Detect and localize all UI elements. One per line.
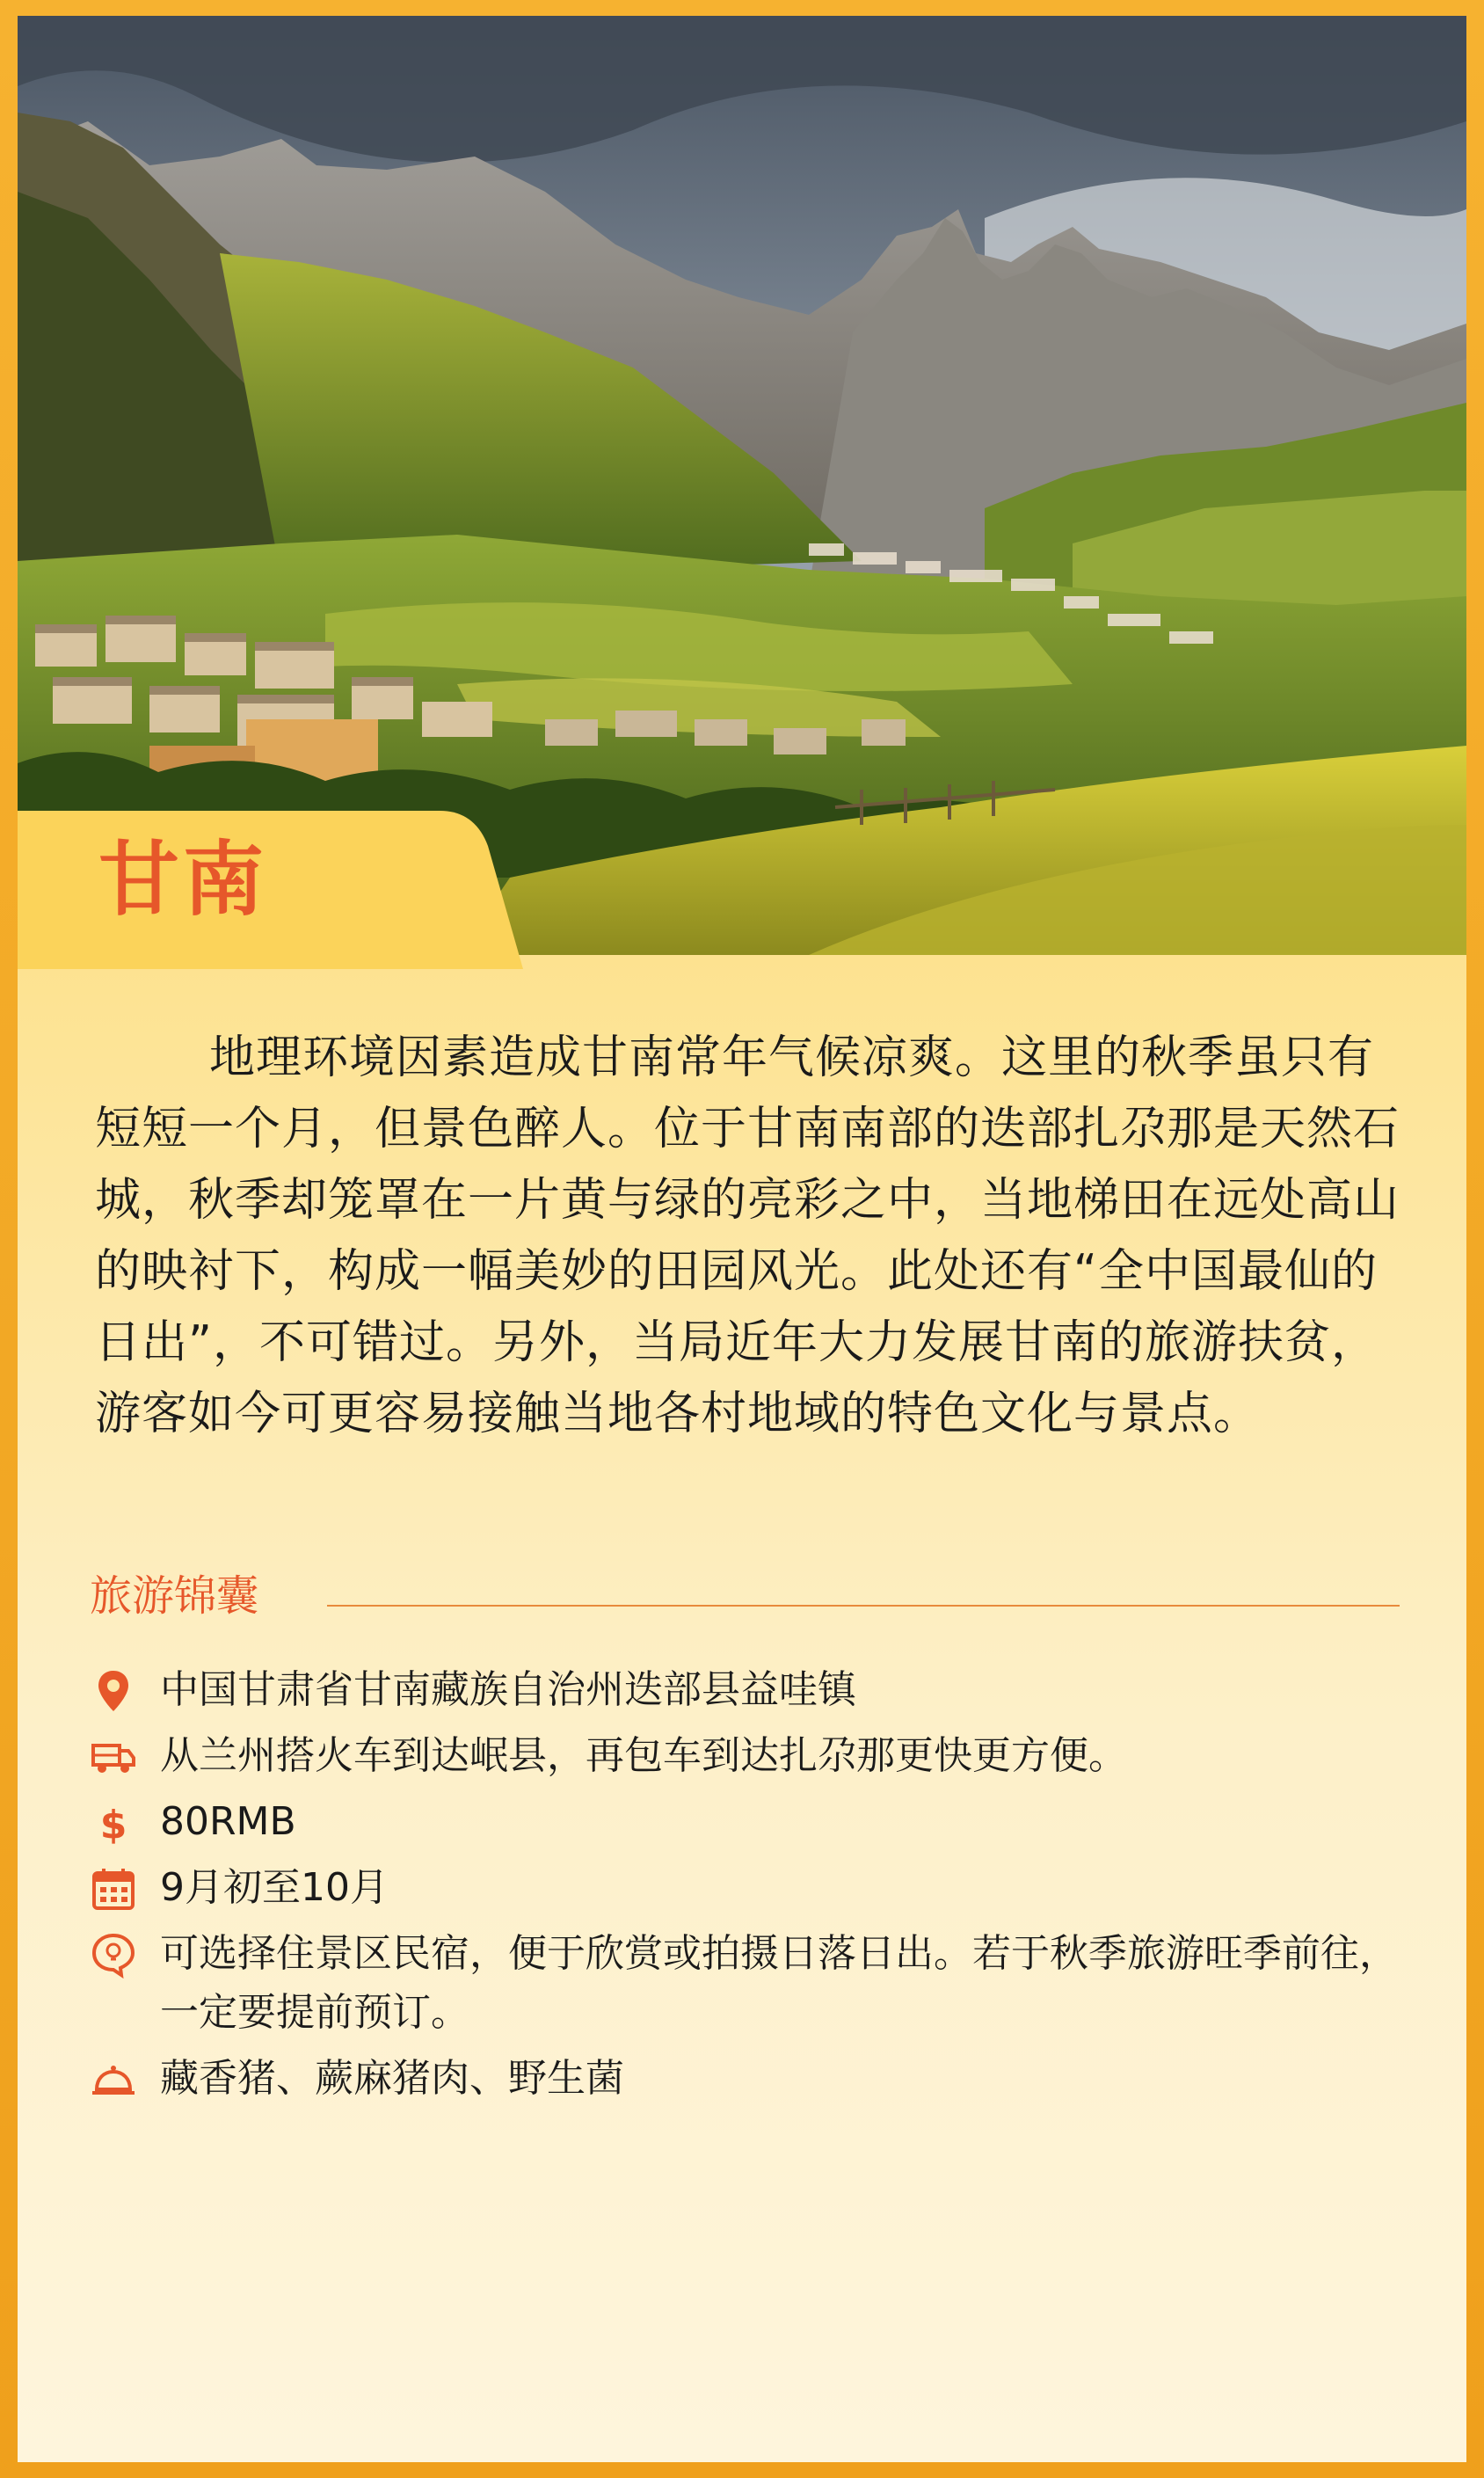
tips-divider [327,1605,1400,1607]
title-tab [18,811,545,969]
page-title: 甘南 [98,833,268,927]
location-pin-icon [90,1667,137,1715]
tips-heading: 旅游锦囊 [90,1571,259,1621]
tip-text: 中国甘肃省甘南藏族自治州迭部县益哇镇 [160,1667,856,1712]
tip-advice [90,1924,1426,2042]
calendar-icon [90,1865,137,1913]
dollar-icon [90,1799,137,1847]
tip-food [90,2049,1426,2108]
tips-list [90,1660,1426,2115]
tip-text: 80RMB [160,1799,296,1844]
tip-season [90,1858,1426,1917]
tip-text: 9月初至10月 [160,1865,389,1910]
tips-header [90,1570,1408,1622]
lightbulb-chat-icon [90,1931,137,1979]
bus-icon [90,1733,137,1781]
food-cloche-icon [90,2056,137,2103]
tip-price [90,1792,1426,1851]
article-card [18,16,1466,2462]
tip-address [90,1660,1426,1719]
tip-transport [90,1726,1426,1785]
tip-text: 可选择住景区民宿，便于欣赏或拍摄日落日出。若于秋季旅游旺季前往，一定要提前预订。 [160,1931,1398,2035]
tip-text: 藏香猪、蕨麻猪肉、野生菌 [160,2056,624,2101]
description-paragraph: 地理环境因素造成甘南常年气候凉爽。这里的秋季虽只有短短一个月，但景色醉人。位于甘南南部的迭部扎尕那是天然石城，秋季却笼罩在一片黄与绿的亮彩之中，当地梯田在远处高山的映衬下，构成一幅美妙的田园风光。此处还有“全中国最仙的日出”，不可错过。另外，当局近年大力发展甘南的旅游扶贫，游客如今可更容易接触当地各村地域的特色文化与景点。 [95,1031,1400,1440]
svg-text:$: $ [99,1803,127,1847]
tip-text: 从兰州搭火车到达岷县，再包车到达扎尕那更快更方便。 [160,1733,1127,1778]
